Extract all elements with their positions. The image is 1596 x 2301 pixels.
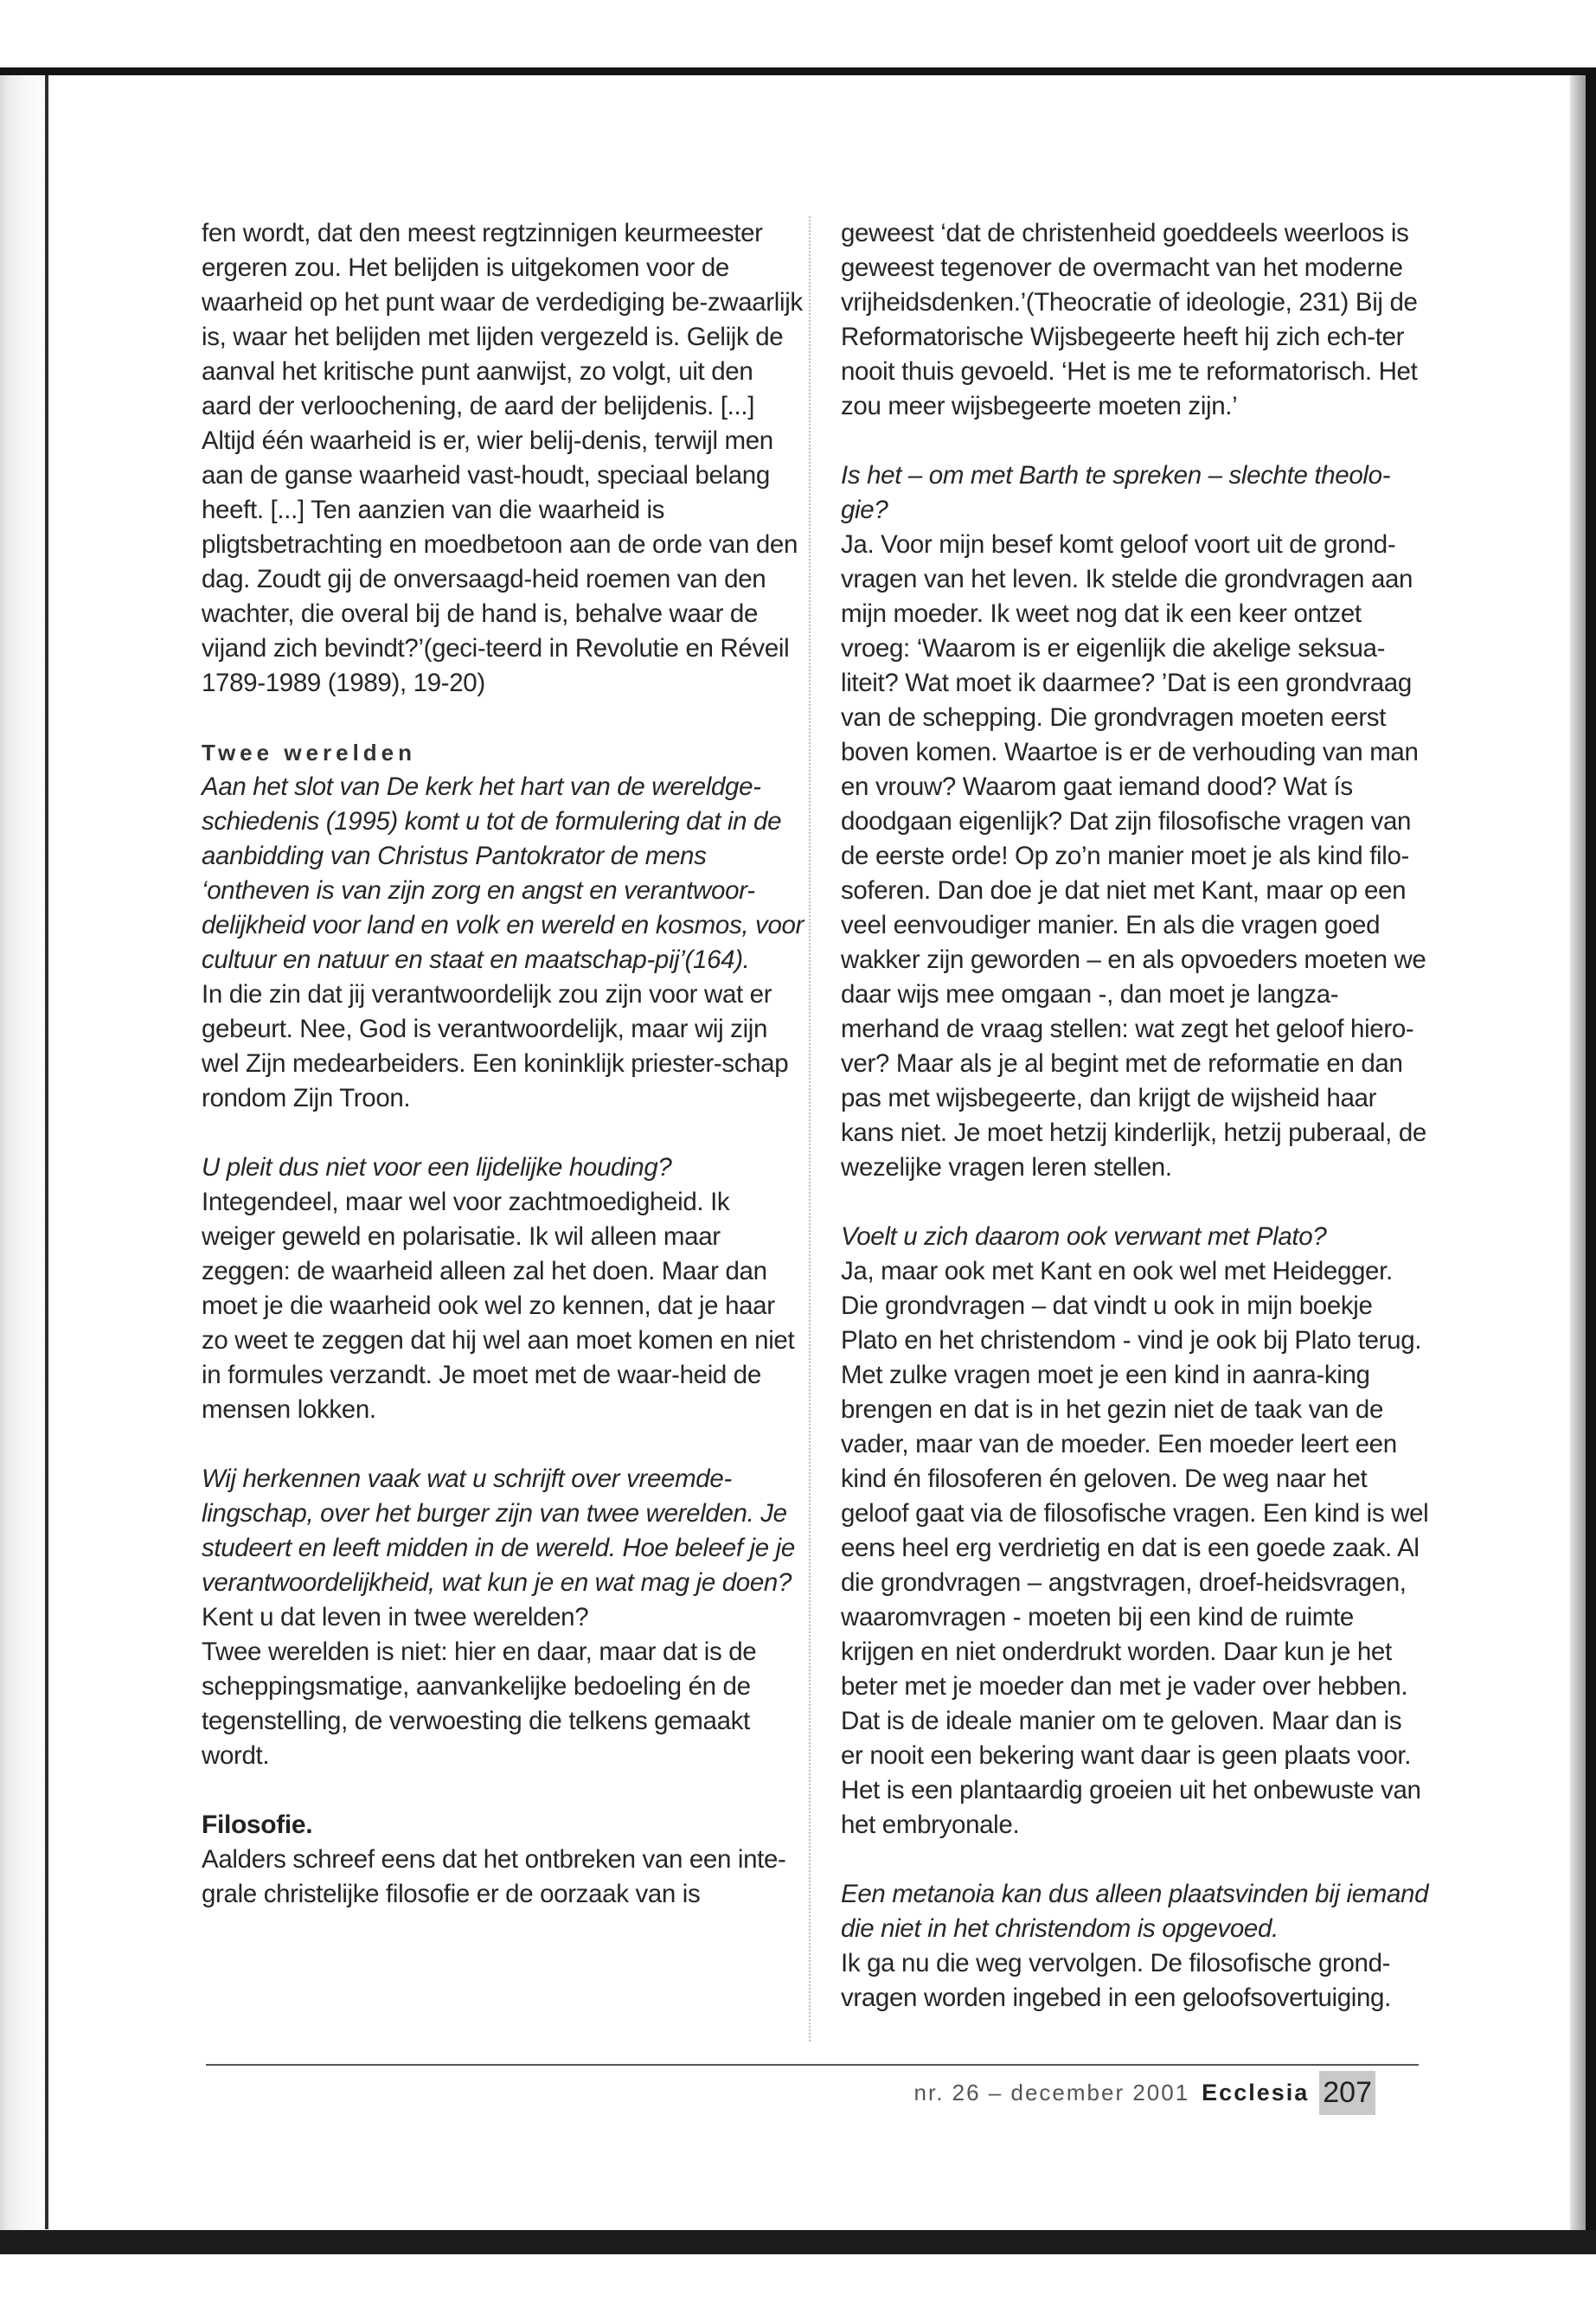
paragraph-gap — [841, 1185, 1429, 1220]
paragraph: Ja. Voor mijn besef komt geloof voort uit de grond-vragen van het leven. Ik stelde die grondvragen aan mijn moeder. Ik weet nog dat ik een keer ontzet vroeg: ‘Waarom is er eigenlijk die akelige seksua-liteit? Wat moet ik daarmee? ’Dat is een grondvraag van de schepping. Die grondvragen moeten eerst boven komen. Waartoe is er de verhouding van man en vrouw? Waarom gaat iemand dood? Wat ís doodgaan eigenlijk? Dat zijn filosofische vragen van de eerste orde! Op zo’n manier moet je als kind filo-soferen. Dan doe je dat niet met Kant, maar op een veel eenvoudiger manier. En als die vragen goed wakker zijn geworden – en als opvoeders moeten we daar wijs mee omgaan -, dan moet je langza-merhand de vraag stellen: wat zegt het geloof hiero-ver? Maar als je al begint met de reformatie en dan pas met wijsbegeerte, dan krijgt de wijsheid haar kans niet. Je moet hetzij kinderlijk, hetzij puberaal, de wezelijke vragen leren stellen. — [841, 530, 1426, 1182]
paragraph: geweest ‘dat de christenheid goeddeels weerloos is geweest tegenover de overmacht van het moderne vrijheidsdenken.’(Theocratie of ideologie, 231) Bij de Reformatorische Wijsbegeerte heeft hij zich ech-ter nooit thuis gevoeld. ‘Het is me te reformatorisch. Het zou meer wijsbegeerte moeten zijn.’ — [841, 219, 1418, 420]
paragraph-gap — [202, 1773, 807, 1808]
issue-label: nr. 26 – december 2001 — [913, 2079, 1190, 2106]
interview-question: Aan het slot van De kerk het hart van de wereldge-schiedenis (1995) komt u tot de formulering dat in de aanbidding van Christus Pantokrator de mens ‘ontheven is van zijn zorg en angst en verantwoor-delijkheid voor land en volk en wereld en kosmos, voor cultuur en natuur en staat en maatschap-pij’(164). — [202, 772, 804, 974]
paragraph: Twee werelden is niet: hier en daar, maar dat is de scheppingsmatige, aanvankelijke bedoeling én de tegenstelling, de verwoesting die telkens gemaakt wordt. — [202, 1638, 757, 1770]
paragraph: fen wordt, dat den meest regtzinnigen keurmeester ergeren zou. Het belijden is uitgekomen voor de waarheid op het punt waar de verdediging be-zwaarlijk is, waar het belijden met lijden vergezeld is. Gelijk de aanval het kritische punt aanwijst, zo volgt, uit den aard der verloochening, de aard der belijdenis. [...] Altijd één waarheid is er, wier belij-denis, terwijl men aan de ganse waarheid vast-houdt, speciaal belang heeft. [...] Ten aanzien van die waarheid is pligtsbetrachting en moedbetoon aan de orde van den dag. Zoudt gij de onversaagd-heid roemen van den wachter, die overal bij de hand is, behalve waar de vijand zich bevindt?’(geci-teerd in Revolutie en Réveil 1789-1989 (1989), 19-20) — [202, 219, 803, 697]
page-binding-line — [45, 75, 48, 2229]
scan-edge-left — [0, 75, 50, 2238]
paragraph: In die zin dat jij verantwoordelijk zou zijn voor wat er gebeurt. Nee, God is verantwoordelijk, maar wij zijn wel Zijn medearbeiders. Een koninklijk priester-schap rondom Zijn Troon. — [202, 980, 789, 1112]
paragraph: Aalders schreef eens dat het ontbreken van een inte-grale christelijke filosofie er de oorzaak van is — [202, 1845, 786, 1908]
section-heading: Twee werelden — [202, 740, 417, 766]
paragraph-gap — [841, 424, 1429, 458]
interview-question: Voelt u zich daarom ook verwant met Plato? — [841, 1222, 1327, 1251]
paragraph: Kent u dat leven in twee werelden? — [202, 1603, 589, 1631]
scan-edge-bottom — [0, 2230, 1596, 2254]
scan-edge-top — [0, 67, 1596, 75]
page-number: 207 — [1319, 2071, 1375, 2115]
paragraph-gap — [202, 701, 807, 735]
scan-shadow-right — [1570, 75, 1586, 2247]
interview-question: Is het – om met Barth te spreken – slechte theolo-gie? — [841, 461, 1391, 524]
scan-margin-top — [0, 0, 1596, 67]
paragraph: Ja, maar ook met Kant en ook wel met Heidegger. Die grondvragen – dat vindt u ook in mijn boekje Plato en het christendom - vind je ook bij Plato terug. Met zulke vragen moet je een kind in aanra-king brengen en dat is in het gezin niet de taak van de vader, maar van de moeder. Een moeder leert een kind én filosoferen én geloven. De weg naar het geloof gaat via de filosofische vragen. Een kind is wel eens heel erg verdrietig en dat is een goede zaak. Al die grondvragen – angstvragen, droef-heidsvragen, waaromvragen - moeten bij een kind de ruimte krijgen en niet onderdrukt worden. Daar kun je het beter met je moeder dan met je vader over hebben. Dat is de ideale manier om te geloven. Maar dan is er nooit een bekering want daar is geen plaats voor. Het is een plantaardig groeien uit het onbewuste van het embryonale. — [841, 1257, 1429, 1839]
left-column — [202, 216, 807, 1912]
interview-question: Een metanoia kan dus alleen plaatsvinden bij iemand die niet in het christendom is opgevoed. — [841, 1880, 1429, 1943]
column-divider — [809, 216, 811, 2041]
paragraph: Integendeel, maar wel voor zachtmoedigheid. Ik weiger geweld en polarisatie. Ik wil alleen maar zeggen: de waarheid alleen zal het doen. Maar dan moet je die waarheid ook wel zo kennen, dat je haar zo weet te zeggen dat hij wel aan moet komen en niet in formules verzandt. Je moet met de waar-heid de mensen lokken. — [202, 1188, 795, 1424]
paragraph-gap — [841, 1843, 1429, 1877]
subheading: Filosofie. — [202, 1811, 313, 1839]
footer-rule — [206, 2064, 1419, 2066]
scan-edge-right — [1586, 67, 1596, 2247]
paragraph-gap — [202, 1427, 807, 1462]
paragraph: Ik ga nu die weg vervolgen. De filosofische grond-vragen worden ingebed in een geloofsovertuiging. — [841, 1949, 1391, 2012]
scan-margin-bottom — [0, 2254, 1596, 2301]
page-footer — [914, 2069, 1375, 2116]
magazine-name: Ecclesia — [1202, 2079, 1310, 2106]
right-column — [841, 216, 1429, 2016]
paragraph-gap — [202, 1116, 807, 1150]
interview-question: U pleit dus niet voor een lijdelijke houding? — [202, 1153, 672, 1182]
interview-question: Wij herkennen vaak wat u schrijft over vreemde-lingschap, over het burger zijn van twee werelden. Je studeert en leeft midden in de wereld. Hoe beleef je je verantwoordelijkheid, wat kun je en wat mag je doen? — [202, 1465, 795, 1597]
